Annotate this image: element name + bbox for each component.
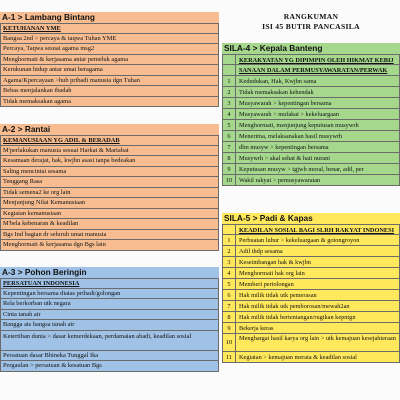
list-item: M'bela kebenaran & keadilan — [0, 219, 219, 230]
sila-5-section — [222, 213, 400, 363]
sila-3-heading: A-3 > Pohon Beringin — [0, 267, 219, 278]
sila-1-heading: A-1 > Lambang Bintang — [0, 12, 219, 23]
list-item: Bangsa 2nd > percaya & taqwa Tuhan YME — [0, 34, 219, 45]
list-item: Bgs Ind bagian dr seluruh umat manusia — [0, 230, 219, 241]
sila-4-heading: SILA-4 > Kepala Banteng — [222, 43, 400, 54]
title-line-2: ISI 45 BUTIR PANCASILA — [262, 22, 360, 31]
list-item: Kesamaan derajat, hak, kwjbn asasi tanpa bedeakan — [0, 156, 219, 167]
list-item: 9 Keputusan musyw > tgjwb moral, benar, adil, per — [222, 164, 400, 175]
list-item: 10 Wakil rakyat > pemusyawaratan — [222, 175, 400, 186]
sila-2-heading: A-2 > Rantai — [0, 124, 219, 135]
list-item: Kepentingan bersama diatas pribadi/golongan — [0, 289, 219, 300]
list-item: Bebas menjalankan ibadah — [0, 86, 219, 97]
list-item: 8 Hak milik tidak bertentangan/rugikan kepntgn — [222, 312, 400, 323]
list-item: 6 Menerima, melaksanakan hasil musywrh — [222, 131, 400, 142]
list-item: 2 Tidak memaksakan kehendak — [222, 87, 400, 98]
list-item: Saling mencintai sesama — [0, 167, 219, 178]
sila-2-subtitle: KEMANUSIAAN YG ADIL & BERADAB — [0, 135, 219, 146]
list-item: Kegiatan kemanusiaan — [0, 209, 219, 220]
title-line-1: RANGKUMAN — [283, 12, 339, 21]
sila-3-section — [0, 267, 219, 372]
list-item: Pergaulan > persatuan & kesatuan Bgs — [0, 361, 219, 372]
list-item: 10 Menghargai hasil karya org lain > utk kemajuan kesejahteraan — [222, 334, 400, 352]
list-item: Menghormati & kerjasama dgn Bgs lain — [0, 240, 219, 251]
sila-2-section — [0, 124, 219, 251]
list-item: 4 Musyawarah > mufakat > kekeluargaan — [222, 109, 400, 120]
sila-5-subtitle: KEADILAN SOSIAL BAGI SLRH RAKYAT INDONESI — [222, 224, 400, 235]
sila-4-subtitle-1: KERAKYATAN YG DIPIMPIN OLEH HIKMAT KEBIJ — [222, 54, 400, 65]
list-item: 6 Hak milik tidak utk pemerasan — [222, 290, 400, 301]
list-item: Persatuan dasar Bhineka Tunggal Ika — [0, 351, 219, 362]
list-item: Menjunjung Nilai Kemanusiaan — [0, 198, 219, 209]
sila-3-subtitle: PERSATUAN INDONESIA — [0, 278, 219, 289]
list-item: 9 Bekerja keras — [222, 323, 400, 334]
list-item: Tenggang Rasa — [0, 177, 219, 188]
list-item: Menghormati & kerjasama antar pemeluk agama — [0, 55, 219, 66]
list-item: 3 Musyawarah > kepentingan bersama — [222, 98, 400, 109]
sila-4-section — [222, 43, 400, 186]
list-item: Ketertiban dunia > dasar kemerdekaan, perdamaian abadi, keadilan sosial — [0, 331, 219, 351]
list-item: 11 Kegiatan > kemajuan merata & keadilan sosial — [222, 352, 400, 363]
sila-1-section — [0, 12, 219, 107]
list-item: Tidak memaksakan agama — [0, 97, 219, 108]
list-item: 1 Kedudukan, Hak, Kwjbn sama — [222, 76, 400, 87]
list-item: 7 Hak milik tidak utk pemborosan/mewah2an — [222, 301, 400, 312]
list-item: 1 Perbuatan luhur > kekeluargaan & gotongroyon — [222, 235, 400, 246]
list-item: 4 Menghormati hak org lain — [222, 268, 400, 279]
sila-5-heading: SILA-5 > Padi & Kapas — [222, 213, 400, 224]
list-item: Kerukunan hidup antar umat beragama — [0, 65, 219, 76]
sila-4-subtitle-2: SANAAN DALAM PERMUSYAWARATAN/PERWAK — [222, 65, 400, 76]
list-item: 8 Musywrh > akal sehat & hati nurani — [222, 153, 400, 164]
list-item: Bangga ats bangsa tanah air — [0, 320, 219, 331]
list-item: Tidak semena2 ke org lain — [0, 188, 219, 199]
list-item: Rela berkorban utk negara — [0, 299, 219, 310]
page-title — [222, 12, 400, 32]
list-item: M'perlakukan manusia sesuai Harkat & Martabat — [0, 146, 219, 157]
sila-1-subtitle: KETUHANAN YME — [0, 23, 219, 34]
list-item: 5 Menghormati, menjunjung keputusan musywrh — [222, 120, 400, 131]
list-item: 3 Keseimbangan hak & kwjbn — [222, 257, 400, 268]
list-item: Cinta tanah air — [0, 310, 219, 321]
list-item: Percaya, Taqwa sesuai agama msg2 — [0, 44, 219, 55]
list-item: 7 dlm musyw > kepentingan bersama — [222, 142, 400, 153]
list-item: Agama/Kpercayaan >hub pribadi manusia dgn Tuhan — [0, 76, 219, 87]
list-item: 5 Memberi pertolongan — [222, 279, 400, 290]
list-item: 2 Adil thdp sesama — [222, 246, 400, 257]
